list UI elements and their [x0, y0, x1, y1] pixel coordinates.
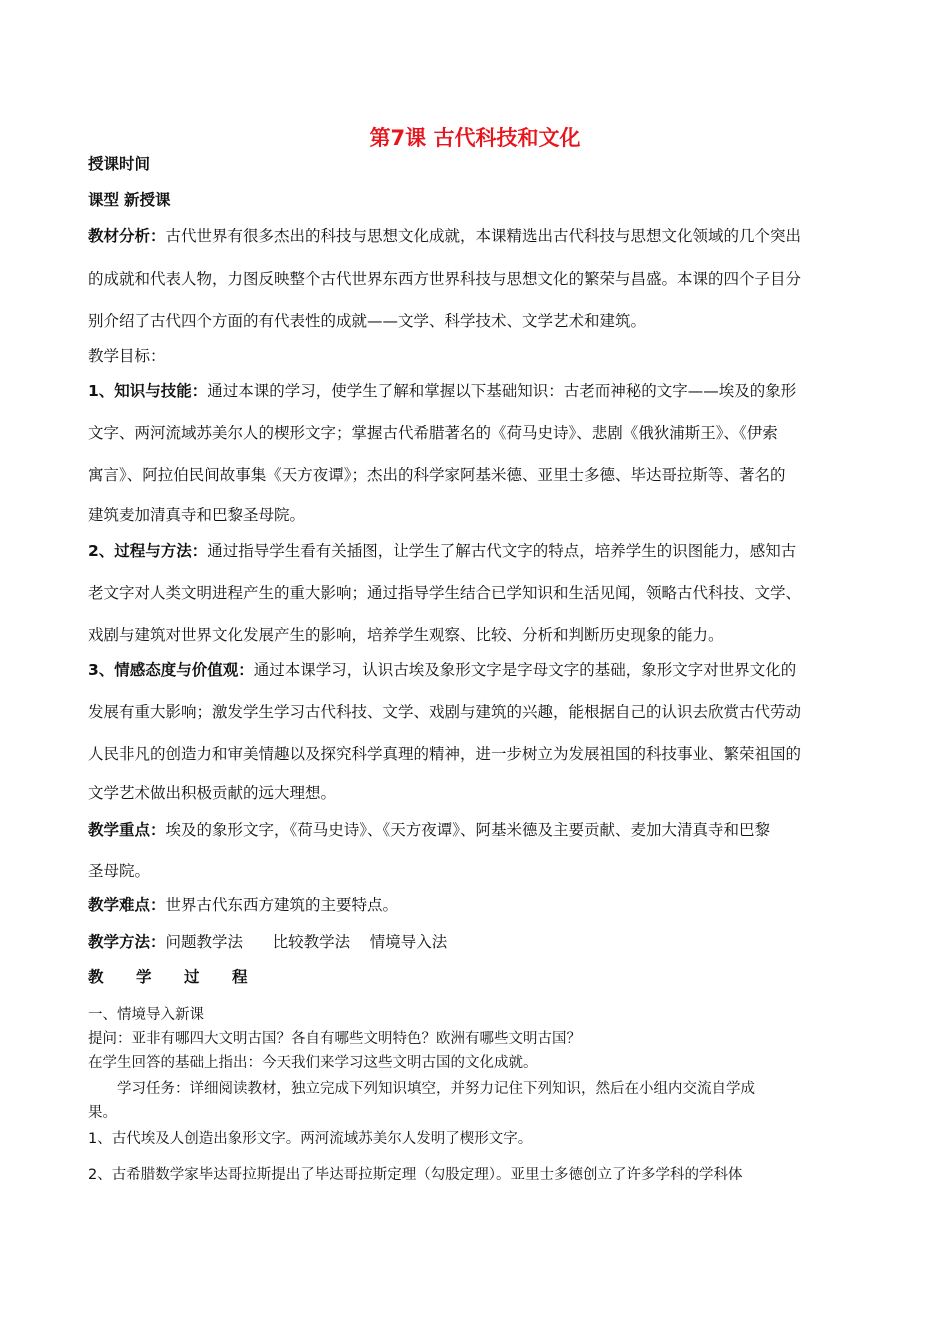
difficulty-line: [88, 893, 398, 915]
objective1-line-3: 寓言》、阿拉伯民间故事集《天方夜谭》；杰出的科学家阿基米德、亚里士多德、毕达哥拉斯等、著名的: [88, 466, 786, 484]
methods-text: 问题教学法 比较教学法 情境导入法: [165, 933, 448, 951]
analysis-line-1: [88, 224, 801, 246]
objective1-text-1: 通过本课的学习，使学生了解和掌握以下基础知识：古老而神秘的文字——埃及的象形: [207, 382, 797, 400]
objective3-line-4: 文学艺术做出积极贡献的远大理想。: [88, 784, 337, 802]
methods-label: 教学方法：: [88, 933, 166, 951]
objective2-line-2: 老文字对人类文明进程产生的重大影响；通过指导学生结合已学知识和生活见闻，领略古代科技、文学、: [88, 584, 802, 602]
objective1-label: 1、知识与技能：: [88, 382, 208, 400]
objective2-line-1: [88, 539, 796, 561]
process-line-7: 2、古希腊数学家毕达哥拉斯提出了毕达哥拉斯定理（勾股定理）。亚里士多德创立了许多学科的学科体: [88, 1167, 743, 1183]
objective2-line-3: 戏剧与建筑对世界文化发展产生的影响，培养学生观察、比较、分析和判断历史现象的能力。: [88, 626, 724, 644]
methods-line: [88, 930, 447, 952]
process-line-5: 果。: [88, 1105, 117, 1121]
key-points-text-1: 埃及的象形文字，《荷马史诗》、《天方夜谭》、阿基米德及主要贡献、麦加大清真寺和巴黎: [165, 821, 771, 839]
objective1-line-2: 文字、两河流域苏美尔人的楔形文字；掌握古代希腊著名的《荷马史诗》、悲剧《俄狄浦斯王》、《伊索: [88, 424, 778, 442]
process-line-2: 提问：亚非有哪四大文明古国？各自有哪些文明特色？欧洲有哪些文明古国？: [88, 1031, 581, 1047]
key-points-line-1: [88, 818, 770, 840]
analysis-line-2: 的成就和代表人物，力图反映整个古代世界东西方世界科技与思想文化的繁荣与昌盛。本课的四个子目分: [88, 270, 802, 288]
objectives-heading: 教学目标：: [88, 347, 166, 365]
lesson-type-label: 课型: [88, 191, 120, 209]
objective1-line-4: 建筑麦加清真寺和巴黎圣母院。: [88, 506, 306, 524]
lesson-type-value: 新授课: [123, 191, 171, 209]
lesson-title: 第7课 古代科技和文化: [369, 126, 581, 150]
objective3-line-2: 发展有重大影响；激发学生学习古代科技、文学、戏剧与建筑的兴趣，能根据自己的认识去欣赏古代劳动: [88, 703, 802, 721]
objective3-line-1: [88, 658, 796, 680]
key-points-line-2: 圣母院。: [88, 862, 151, 880]
objective3-text-1: 通过本课学习，认识古埃及象形文字是字母文字的基础，象形文字对世界文化的: [253, 661, 797, 679]
objective3-label: 3、情感态度与价值观：: [88, 661, 254, 679]
objective3-line-3: 人民非凡的创造力和审美情趣以及探究科学真理的精神，进一步树立为发展祖国的科技事业、繁荣祖国的: [88, 745, 802, 763]
process-heading-char-4: 程: [232, 968, 248, 986]
objective2-text-1: 通过指导学生看有关插图，让学生了解古代文字的特点，培养学生的识图能力，感知古: [207, 542, 797, 560]
process-line-3: 在学生回答的基础上指出：今天我们来学习这些文明古国的文化成就。: [88, 1055, 538, 1071]
process-line-1: 一、情境导入新课: [88, 1007, 204, 1023]
process-heading: [88, 965, 280, 987]
process-line-6: 1、古代埃及人创造出象形文字。两河流域苏美尔人发明了楔形文字。: [88, 1131, 533, 1147]
analysis-text-1: 古代世界有很多杰出的科技与思想文化成就，本课精选出古代科技与思想文化领域的几个突出: [165, 227, 802, 245]
process-line-4: 学习任务：详细阅读教材，独立完成下列知识填空，并努力记住下列知识，然后在小组内交流自学成: [88, 1081, 755, 1097]
process-heading-char-3: 过: [184, 968, 200, 986]
process-heading-char-2: 学: [136, 968, 152, 986]
analysis-label: 教材分析：: [88, 227, 166, 245]
lesson-type: [88, 188, 170, 210]
objective1-line-1: [88, 379, 796, 401]
key-points-label: 教学重点：: [88, 821, 166, 839]
difficulty-label: 教学难点：: [88, 896, 166, 914]
process-heading-char-1: 教: [88, 968, 104, 986]
analysis-line-3: 别介绍了古代四个方面的有代表性的成就——文学、科学技术、文学艺术和建筑。: [88, 312, 647, 330]
class-time-label: 授课时间: [88, 155, 151, 173]
difficulty-text: 世界古代东西方建筑的主要特点。: [165, 896, 399, 914]
objective2-label: 2、过程与方法：: [88, 542, 208, 560]
